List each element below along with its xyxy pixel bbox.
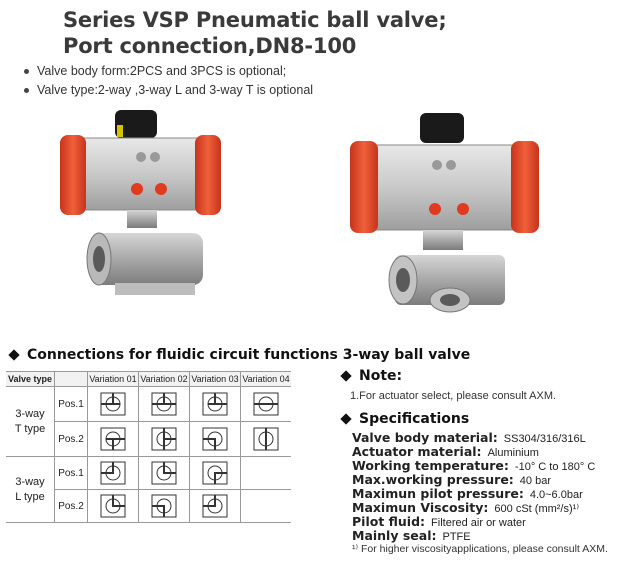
type-line2: T type [14,422,46,435]
spec-item [352,472,551,487]
pos-label: Pos.2 [55,422,88,457]
connections-heading-text: Connections for fluidic circuit functions 3-way ball valve [27,347,471,363]
flow-symbol-icon [201,460,229,486]
type-line1: 3-way [15,407,45,420]
flow-symbol-cell [88,457,139,490]
type-line2: L type [15,490,45,503]
diamond-bullet-icon [340,413,351,424]
flow-symbol-cell [139,490,190,523]
note-heading-text: Note: [359,368,403,384]
spec-label: Mainly seal: [352,528,437,543]
bullet-text: Valve type:2-way ,3-way L and 3-way T is optional [37,83,314,97]
flow-symbol-cell [139,457,190,490]
spec-item [352,458,595,473]
flow-symbol-icon [99,426,127,452]
spec-value: -10° C to 180° C [514,461,596,473]
spec-item [352,430,586,445]
product-photo-3way-valve [345,105,540,325]
diamond-bullet-icon [8,349,19,360]
flow-symbol-cell [88,387,139,422]
col-variation-01: Variation 01 [88,372,139,387]
spec-label: Valve body material: [352,430,498,445]
flow-symbol-icon [252,426,280,452]
page-title-line1: Series VSP Pneumatic ball valve; [63,8,447,32]
spec-label: Working temperature: [352,458,509,473]
valve-type-t [6,387,55,457]
col-variation-03: Variation 03 [190,372,241,387]
bullet-text: Valve body form:2PCS and 3PCS is optional; [37,64,287,78]
connections-table [6,371,291,523]
col-variation-02: Variation 02 [139,372,190,387]
flow-symbol-icon [252,391,280,417]
flow-symbol-icon [201,493,229,519]
diamond-bullet-icon [340,370,351,381]
spec-label: Maximun Viscosity: [352,500,489,515]
spec-value: 40 bar [519,475,551,487]
flow-symbol-icon [201,426,229,452]
connections-heading [8,347,470,363]
col-variation-04: Variation 04 [241,372,292,387]
bullet-item [24,62,313,81]
page-title-line2: Port connection,DN8-100 [63,34,357,58]
flow-symbol-cell [190,490,241,523]
pos-label: Pos.1 [55,457,88,490]
flow-symbol-cell [241,422,292,457]
spec-item [352,486,583,501]
specifications-heading [340,411,469,427]
spec-item [352,528,471,543]
flow-symbol-icon [150,460,178,486]
note-text: 1.For actuator select, please consult AXM. [350,390,557,402]
flow-symbol-cell [88,422,139,457]
flow-symbol-icon [99,391,127,417]
spec-value: Filtered air or water [431,517,526,529]
spec-value: Aluminium [487,447,539,459]
flow-symbol-cell [88,490,139,523]
spec-item [352,514,526,529]
flow-symbol-icon [150,391,178,417]
spec-label: Pilot fluid: [352,514,426,529]
col-valve-type: Valve type [6,372,55,387]
feature-bullets [24,62,313,100]
specifications-heading-text: Specifications [359,411,470,427]
col-pos [55,372,88,387]
type-line1: 3-way [15,475,45,488]
valve-type-l [6,457,55,523]
flow-symbol-icon [99,493,127,519]
bullet-dot-icon [24,88,29,93]
empty-cell [241,490,292,523]
spec-item [352,500,579,515]
spec-value: SS304/316/316L [503,433,586,445]
empty-cell [241,457,292,490]
flow-symbol-cell [190,457,241,490]
flow-symbol-cell [190,387,241,422]
product-photo-2way-valve [55,105,240,330]
pos-label: Pos.1 [55,387,88,422]
spec-label: Actuator material: [352,444,482,459]
note-heading [340,368,402,384]
spec-label: Maximun pilot pressure: [352,486,524,501]
table-header-row [6,372,291,387]
bullet-dot-icon [24,69,29,74]
table-row [6,457,291,490]
flow-symbol-icon [201,391,229,417]
spec-label: Max.working pressure: [352,472,514,487]
flow-symbol-cell [241,387,292,422]
spec-value: 4.0~6.0bar [529,489,583,501]
flow-symbol-icon [150,493,178,519]
spec-value: 600 cSt (mm²/s)¹⁾ [494,503,580,515]
spec-value: PTFE [442,531,471,543]
pos-label: Pos.2 [55,490,88,523]
bullet-item [24,81,313,100]
flow-symbol-cell [139,422,190,457]
table-row [6,387,291,422]
flow-symbol-icon [99,460,127,486]
spec-item [352,444,539,459]
specifications-footnote: ¹⁾ For higher viscosityapplications, please consult AXM. [352,543,608,555]
flow-symbol-cell [190,422,241,457]
flow-symbol-cell [139,387,190,422]
flow-symbol-icon [150,426,178,452]
